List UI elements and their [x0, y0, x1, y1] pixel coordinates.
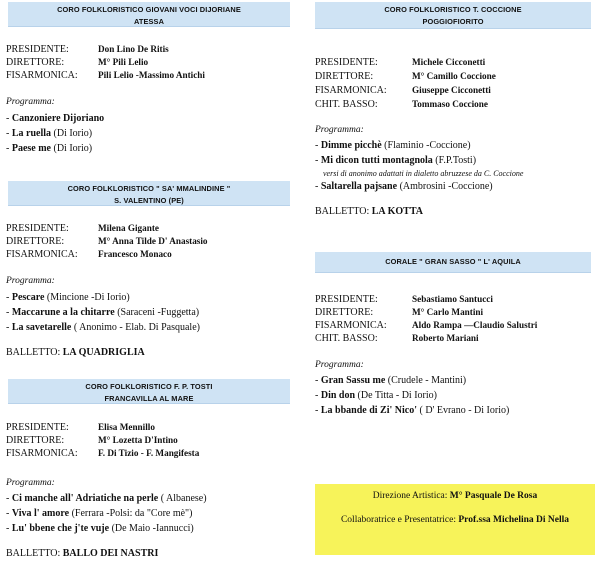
role-label: FISARMONICA:: [6, 448, 78, 459]
program-item: - La bbande di Zi' Nico' ( D' Evrano - Di Iorio): [315, 405, 510, 416]
role-label: PRESIDENTE:: [6, 422, 69, 433]
choir-title-banner: [8, 181, 290, 206]
song-title: La savetarelle: [11, 322, 72, 333]
choir-title-banner: [315, 252, 591, 273]
role-value: Elisa Mennillo: [98, 422, 155, 432]
choir-subtitle-line: S. VALENTINO (PE): [114, 196, 184, 205]
ballet-line: [315, 206, 423, 217]
song-title: Ci manche all' Adriatiche na perle: [11, 493, 159, 504]
ballet-line: [6, 347, 145, 358]
choir-title-line: CORO FOLKLORISTICO F. P. TOSTI: [85, 382, 213, 391]
song-credit: (Flaminio -Coccione): [384, 140, 471, 151]
program-heading: Programma:: [6, 478, 55, 488]
role-value: Pili Lelio -Massimo Antichi: [98, 70, 205, 80]
song-title: Saltarella pajsane: [320, 181, 398, 192]
role-value: Sebastiamo Santucci: [412, 294, 493, 304]
credit-label: Direzione Artistica:: [372, 491, 448, 501]
song-credit: (Ferrara -Polsi: da "Core mè"): [71, 508, 193, 519]
song-title: Gran Sassu me: [320, 375, 386, 386]
role-label: CHIT. BASSO:: [315, 333, 378, 344]
role-value: M° Anna Tilde D' Anastasio: [98, 236, 208, 246]
role-value: Francesco Monaco: [98, 249, 172, 259]
choir-title-line: CORALE " GRAN SASSO " L' AQUILA: [385, 257, 521, 266]
program-item: - Ci manche all' Adriatiche na perle ( Albanese): [6, 493, 207, 504]
program-item: - La ruella (Di Iorio): [6, 128, 93, 139]
credit-value: M° Pasquale De Rosa: [449, 491, 538, 501]
role-label: FISARMONICA:: [6, 70, 78, 81]
song-credit: (Ambrosini -Coccione): [399, 181, 493, 192]
program-item: - Mi dicon tutti montagnola (F.P.Tosti): [315, 155, 477, 166]
program-item: - Maccarune a la chitarre (Saraceni -Fuggetta): [6, 307, 200, 318]
song-title: Maccarune a la chitarre: [11, 307, 115, 318]
program-item: - La savetarelle ( Anonimo - Elab. Di Pasquale): [6, 322, 200, 333]
program-heading: Programma:: [315, 125, 364, 135]
role-label: CHIT. BASSO:: [315, 99, 378, 110]
song-title: Pescare: [11, 292, 45, 303]
program-heading: Programma:: [6, 276, 55, 286]
program-item: - Din don (De Titta - Di Iorio): [315, 390, 437, 401]
program-item: - Gran Sassu me (Crudele - Mantini): [315, 375, 467, 386]
role-value: M° Carlo Mantini: [412, 307, 484, 317]
role-value: Aldo Rampa —Claudio Salustri: [412, 320, 538, 330]
role-value: M° Pili Lelio: [98, 57, 149, 67]
program-item: - Paese me (Di Iorio): [6, 143, 93, 154]
role-label: PRESIDENTE:: [315, 57, 378, 68]
ballet-name: LA QUADRIGLIA: [62, 347, 145, 358]
song-credit: (F.P.Tosti): [435, 155, 477, 166]
song-credit: ( Albanese): [160, 493, 207, 504]
ballet-name: BALLO DEI NASTRI: [62, 548, 159, 559]
program-item: - Saltarella pajsane (Ambrosini -Coccione): [315, 181, 493, 192]
song-title: La ruella: [11, 128, 52, 139]
program-item: - Viva l' amore (Ferrara -Polsi: da "Core mè"): [6, 508, 193, 519]
song-credit: (De Maio -Iannucci): [111, 523, 194, 534]
role-label: DIRETTORE:: [315, 71, 374, 82]
role-label: DIRETTORE:: [6, 57, 65, 68]
presenter-row: [315, 515, 595, 525]
program-item: - Pescare (Mincione -Di Iorio): [6, 292, 130, 303]
credit-label: Collaboratrice e Presentatrice:: [340, 515, 456, 525]
choir-subtitle-line: ATESSA: [133, 17, 165, 26]
song-note: versi di anonimo adattati in dialetto abruzzese da C. Coccione: [323, 169, 524, 178]
role-value: Don Lino De Ritis: [98, 44, 169, 54]
credits-box: [315, 484, 595, 555]
song-title: Lu' bbene che j'te vuje: [11, 523, 110, 534]
song-title: Dimme picchè: [320, 140, 382, 151]
song-credit: (De Titta - Di Iorio): [357, 390, 437, 401]
choir-title-banner: [8, 379, 290, 404]
ballet-label: BALLETTO:: [6, 548, 61, 559]
ballet-label: BALLETTO:: [6, 347, 61, 358]
song-credit: ( Anonimo - Elab. Di Pasquale): [73, 322, 200, 333]
choir-subtitle-line: POGGIOFIORITO: [422, 17, 484, 26]
role-label: PRESIDENTE:: [6, 223, 69, 234]
role-value: F. Di Tizio - F. Mangifesta: [98, 448, 200, 458]
song-credit: (Mincione -Di Iorio): [46, 292, 130, 303]
role-label: DIRETTORE:: [6, 236, 65, 247]
role-value: Michele Cicconetti: [412, 57, 486, 67]
program-heading: Programma:: [6, 97, 55, 107]
song-title: La bbande di Zi' Nico': [320, 405, 417, 416]
role-label: DIRETTORE:: [6, 435, 65, 446]
role-value: Giuseppe Cicconetti: [412, 85, 491, 95]
program-heading: Programma:: [315, 360, 364, 370]
program-item: - Lu' bbene che j'te vuje (De Maio -Iannucci): [6, 523, 194, 534]
song-credit: (Saraceni -Fuggetta): [117, 307, 200, 318]
song-title: Mi dicon tutti montagnola: [320, 155, 433, 166]
choir-title-line: CORO FOLKLORISTICO " SA' MMALINDINE ": [67, 184, 231, 193]
program-item: - Dimme picchè (Flaminio -Coccione): [315, 140, 471, 151]
artistic-direction-row: [315, 491, 595, 501]
song-credit: (Di Iorio): [53, 128, 93, 139]
role-value: Tommaso Coccione: [412, 99, 488, 109]
choir-title-line: CORO FOLKLORISTICO T. COCCIONE: [384, 5, 522, 14]
role-value: Roberto Mariani: [412, 333, 479, 343]
ballet-label: BALLETTO:: [315, 206, 370, 217]
song-credit: (Di Iorio): [53, 143, 93, 154]
role-value: Milena Gigante: [98, 223, 159, 233]
role-label: FISARMONICA:: [315, 320, 387, 331]
role-value: M° Camillo Coccione: [412, 71, 496, 81]
role-label: FISARMONICA:: [6, 249, 78, 260]
ballet-line: [6, 548, 158, 559]
song-title: Din don: [320, 390, 356, 401]
role-value: M° Lozetta D'Intino: [98, 435, 178, 445]
program-item: - Canzoniere Dijoriano: [6, 113, 105, 124]
credit-value: Prof.ssa Michelina Di Nella: [458, 515, 570, 525]
ballet-name: LA KOTTA: [371, 206, 423, 217]
role-label: PRESIDENTE:: [315, 294, 378, 305]
song-credit: (Crudele - Mantini): [387, 375, 467, 386]
role-label: DIRETTORE:: [315, 307, 374, 318]
song-title: Canzoniere Dijoriano: [11, 113, 105, 124]
choir-title-banner: [8, 2, 290, 27]
choir-title-line: CORO FOLKLORISTICO GIOVANI VOCI DIJORIANE: [57, 5, 241, 14]
role-label: PRESIDENTE:: [6, 44, 69, 55]
song-title: Paese me: [11, 143, 51, 154]
song-title: Viva l' amore: [11, 508, 70, 519]
song-credit: ( D' Evrano - Di Iorio): [419, 405, 510, 416]
role-label: FISARMONICA:: [315, 85, 387, 96]
choir-subtitle-line: FRANCAVILLA AL MARE: [104, 394, 194, 403]
choir-title-banner: [315, 2, 591, 29]
